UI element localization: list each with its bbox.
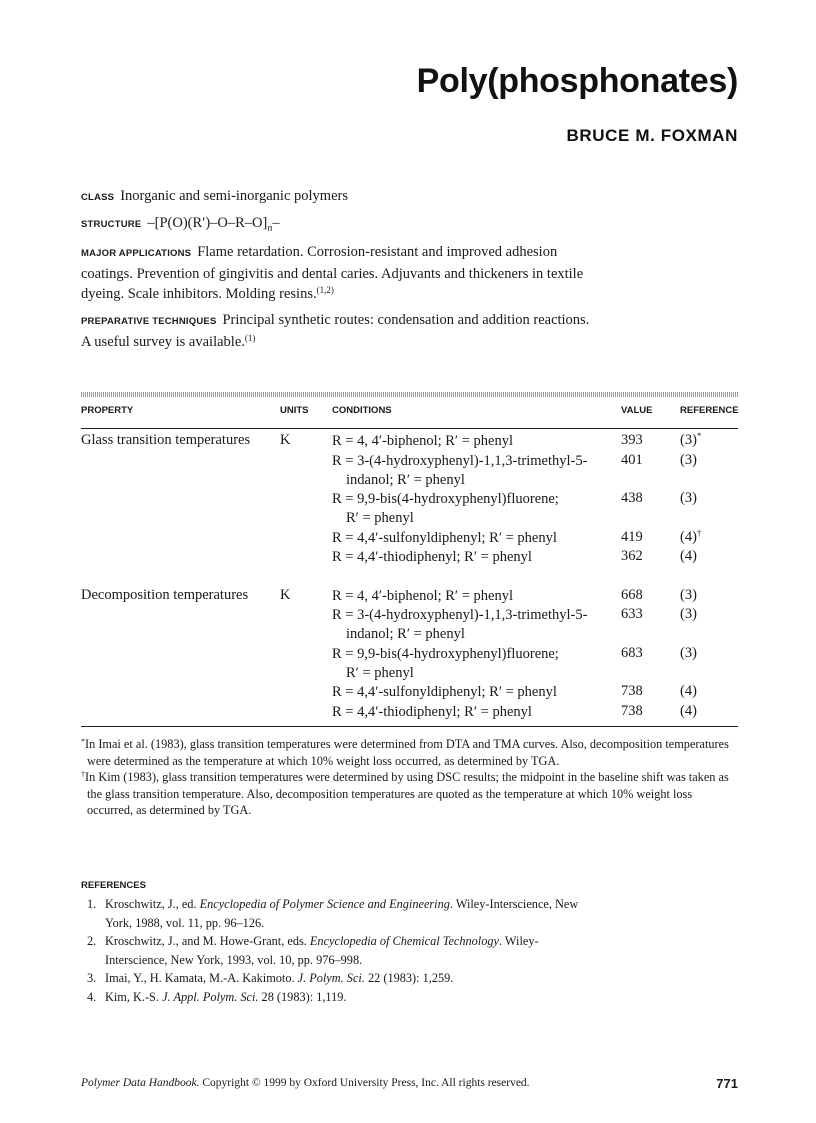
table-row	[81, 432, 738, 452]
footnote-mark: †	[696, 527, 702, 538]
group-units: K	[280, 586, 291, 603]
row-reference	[680, 432, 701, 449]
applications-ref: (1,2)	[316, 285, 334, 295]
references-title: REFERENCES	[81, 880, 146, 891]
class-line	[81, 186, 601, 208]
book-title: Polymer Data Handbook.	[81, 1077, 200, 1089]
row-conditions	[332, 548, 607, 567]
reference-text: (4)	[680, 528, 697, 545]
class-label: CLASS	[81, 192, 115, 203]
row-conditions	[332, 452, 607, 490]
techniques-value: Principal synthetic routes: condensation and addition reactions. A useful survey is available.	[81, 312, 590, 350]
table-body	[81, 432, 738, 722]
reference-details: 22 (1983): 1,259.	[364, 971, 454, 985]
structure-label: STRUCTURE	[81, 219, 142, 230]
copyright-text: Copyright © 1999 by Oxford University Press, Inc. All rights reserved.	[199, 1077, 530, 1089]
table-bottom-rule	[81, 726, 738, 727]
row-reference	[680, 529, 701, 546]
row-reference	[680, 452, 697, 469]
reference-authors: Kroschwitz, J., and M. Howe-Grant, eds.	[105, 934, 310, 948]
condition-text-continued: R′ = phenyl	[346, 664, 414, 681]
techniques-ref: (1)	[244, 333, 256, 343]
table-row	[81, 529, 738, 549]
reference-text: (4)	[680, 548, 697, 564]
condition-text: R = 4,4′-sulfonyldiphenyl; R′ = phenyl	[332, 684, 557, 700]
reference-item	[81, 895, 601, 932]
footnote-mark: †	[81, 770, 85, 779]
condition-text: R = 4,4′-thiodiphenyl; R′ = phenyl	[332, 549, 532, 565]
row-reference	[680, 490, 697, 507]
row-conditions	[332, 703, 607, 722]
condition-text: R = 9,9-bis(4-hydroxyphenyl)fluorene;	[332, 491, 559, 507]
table-row	[81, 703, 738, 723]
row-conditions	[332, 683, 607, 702]
group-property: Decomposition temperatures	[81, 586, 249, 603]
row-value: 738	[621, 702, 643, 719]
techniques-label: PREPARATIVE TECHNIQUES	[81, 316, 217, 327]
row-reference	[680, 548, 697, 565]
reference-text: (3)	[680, 432, 697, 448]
applications-block	[81, 242, 601, 304]
reference-details: . Wiley-Interscience, New York, 1993, vol. 10, pp. 976–998.	[105, 934, 539, 967]
reference-text: (3)	[680, 606, 697, 622]
row-value: 683	[621, 644, 643, 661]
row-conditions	[332, 645, 607, 683]
table-group-decomposition	[81, 587, 738, 723]
reference-text: (4)	[680, 702, 697, 719]
table-group-glass-transition	[81, 432, 738, 568]
table-header-rule	[81, 428, 738, 429]
table-row	[81, 606, 738, 645]
row-reference	[680, 606, 697, 623]
table-row	[81, 548, 738, 568]
class-value: Inorganic and semi-inorganic polymers	[120, 188, 348, 204]
reference-details: . Wiley-Interscience, New York, 1988, vol. 11, pp. 96–126.	[105, 897, 579, 930]
header-value: VALUE	[621, 405, 653, 416]
reference-details: 28 (1983): 1,119.	[258, 989, 347, 1004]
structure-formula-end: –	[272, 215, 280, 231]
row-value: 738	[621, 683, 643, 699]
reference-source: J. Polym. Sci.	[297, 971, 365, 985]
reference-text: (4)	[680, 683, 697, 699]
footnote-text: In Imai et al. (1983), glass transition temperatures were determined from DTA and TMA curves. Also, decomposition temperatures were determined as the temperature at which 10% weight loss occurred, as determined by TGA.	[85, 737, 729, 768]
row-conditions	[332, 529, 607, 548]
footnote-mark: *	[696, 431, 702, 441]
applications-value: Flame retardation. Corrosion-resistant and improved adhesion coatings. Prevention of gingivitis and dental caries. Adjuvants and thickeners in textile dyeing. Scale inhibitors. Molding resins.	[81, 244, 584, 302]
header-conditions: CONDITIONS	[332, 405, 392, 416]
condition-text-continued: R′ = phenyl	[346, 510, 414, 526]
row-reference	[680, 683, 697, 700]
structure-formula: –[P(O)(R′)–O–R–O]	[147, 215, 268, 231]
reference-authors: Imai, Y., H. Kamata, M.-A. Kakimoto.	[105, 971, 298, 985]
techniques-block	[81, 310, 601, 352]
row-conditions	[332, 587, 607, 606]
reference-number: 4.	[87, 989, 97, 1004]
reference-text: (3)	[680, 644, 697, 661]
group-units: K	[280, 432, 291, 448]
table-row	[81, 490, 738, 529]
header-property: PROPERTY	[81, 405, 134, 416]
reference-source: Encyclopedia of Polymer Science and Engineering	[199, 897, 450, 911]
reference-item	[81, 988, 601, 1007]
table-footnotes	[81, 736, 741, 819]
header-units: UNITS	[280, 405, 309, 416]
reference-number: 3.	[87, 971, 97, 985]
row-value: 438	[621, 490, 643, 506]
reference-source: Encyclopedia of Chemical Technology	[309, 934, 499, 948]
references-list	[81, 895, 601, 1006]
condition-text: R = 3-(4-hydroxyphenyl)-1,1,3-trimethyl-5-	[332, 452, 588, 469]
structure-line	[81, 213, 601, 239]
reference-item	[81, 932, 601, 969]
row-reference	[680, 645, 697, 662]
page-title: Poly(phosphonates)	[416, 62, 738, 100]
condition-text-continued: indanol; R′ = phenyl	[346, 626, 465, 642]
footnote-text: In Kim (1983), glass transition temperatures were determined by using DSC results; the midpoint in the baseline shift was taken as the glass transition temperature. Also, decomposition temperatures are quoted as the temperature at which 10% weight loss occurred, as determined by TGA.	[85, 770, 729, 817]
row-value: 419	[621, 528, 643, 545]
condition-text: R = 4,4′-thiodiphenyl; R′ = phenyl	[332, 703, 532, 720]
condition-text: R = 4,4′-sulfonyldiphenyl; R′ = phenyl	[332, 529, 557, 546]
reference-text: (3)	[680, 490, 697, 506]
row-value: 633	[621, 606, 643, 622]
reference-authors: Kim, K.-S.	[105, 989, 163, 1004]
structure-value	[147, 215, 280, 234]
table-row	[81, 587, 738, 607]
header-reference: REFERENCE	[680, 405, 739, 416]
reference-text: (3)	[680, 451, 697, 468]
table-row	[81, 452, 738, 491]
row-conditions	[332, 432, 607, 451]
table-hatch-divider	[81, 392, 738, 397]
condition-text: R = 9,9-bis(4-hydroxyphenyl)fluorene;	[332, 645, 559, 662]
row-conditions	[332, 606, 607, 644]
table-row	[81, 645, 738, 684]
reference-item	[81, 969, 601, 988]
reference-text: (3)	[680, 586, 697, 603]
group-spacer	[81, 568, 738, 587]
structure-subscript: n	[267, 222, 273, 234]
page-number: 771	[716, 1076, 738, 1091]
row-reference	[680, 703, 697, 720]
reference-number: 1.	[87, 897, 97, 911]
reference-number: 2.	[87, 934, 97, 948]
row-reference	[680, 587, 697, 604]
author-name: BRUCE M. FOXMAN	[566, 126, 738, 145]
row-value: 668	[621, 586, 643, 603]
footnote	[81, 736, 741, 769]
table-row	[81, 683, 738, 703]
condition-text-continued: indanol; R′ = phenyl	[346, 471, 465, 488]
copyright-line	[81, 1077, 530, 1089]
page-footer	[81, 1077, 738, 1095]
condition-text: R = 3-(4-hydroxyphenyl)-1,1,3-trimethyl-5-	[332, 607, 588, 623]
row-value: 362	[621, 548, 643, 564]
reference-authors: Kroschwitz, J., ed.	[105, 897, 200, 911]
group-property: Glass transition temperatures	[81, 432, 251, 448]
condition-text: R = 4, 4′-biphenol; R′ = phenyl	[332, 587, 513, 604]
footnote-mark: *	[81, 737, 85, 746]
table-header	[81, 405, 738, 423]
footnote	[81, 769, 741, 819]
row-value: 393	[621, 432, 643, 448]
condition-text: R = 4, 4′-biphenol; R′ = phenyl	[332, 433, 513, 449]
row-conditions	[332, 490, 607, 528]
applications-label: MAJOR APPLICATIONS	[81, 248, 192, 259]
row-value: 401	[621, 451, 643, 468]
reference-source: J. Appl. Polym. Sci.	[162, 989, 259, 1004]
